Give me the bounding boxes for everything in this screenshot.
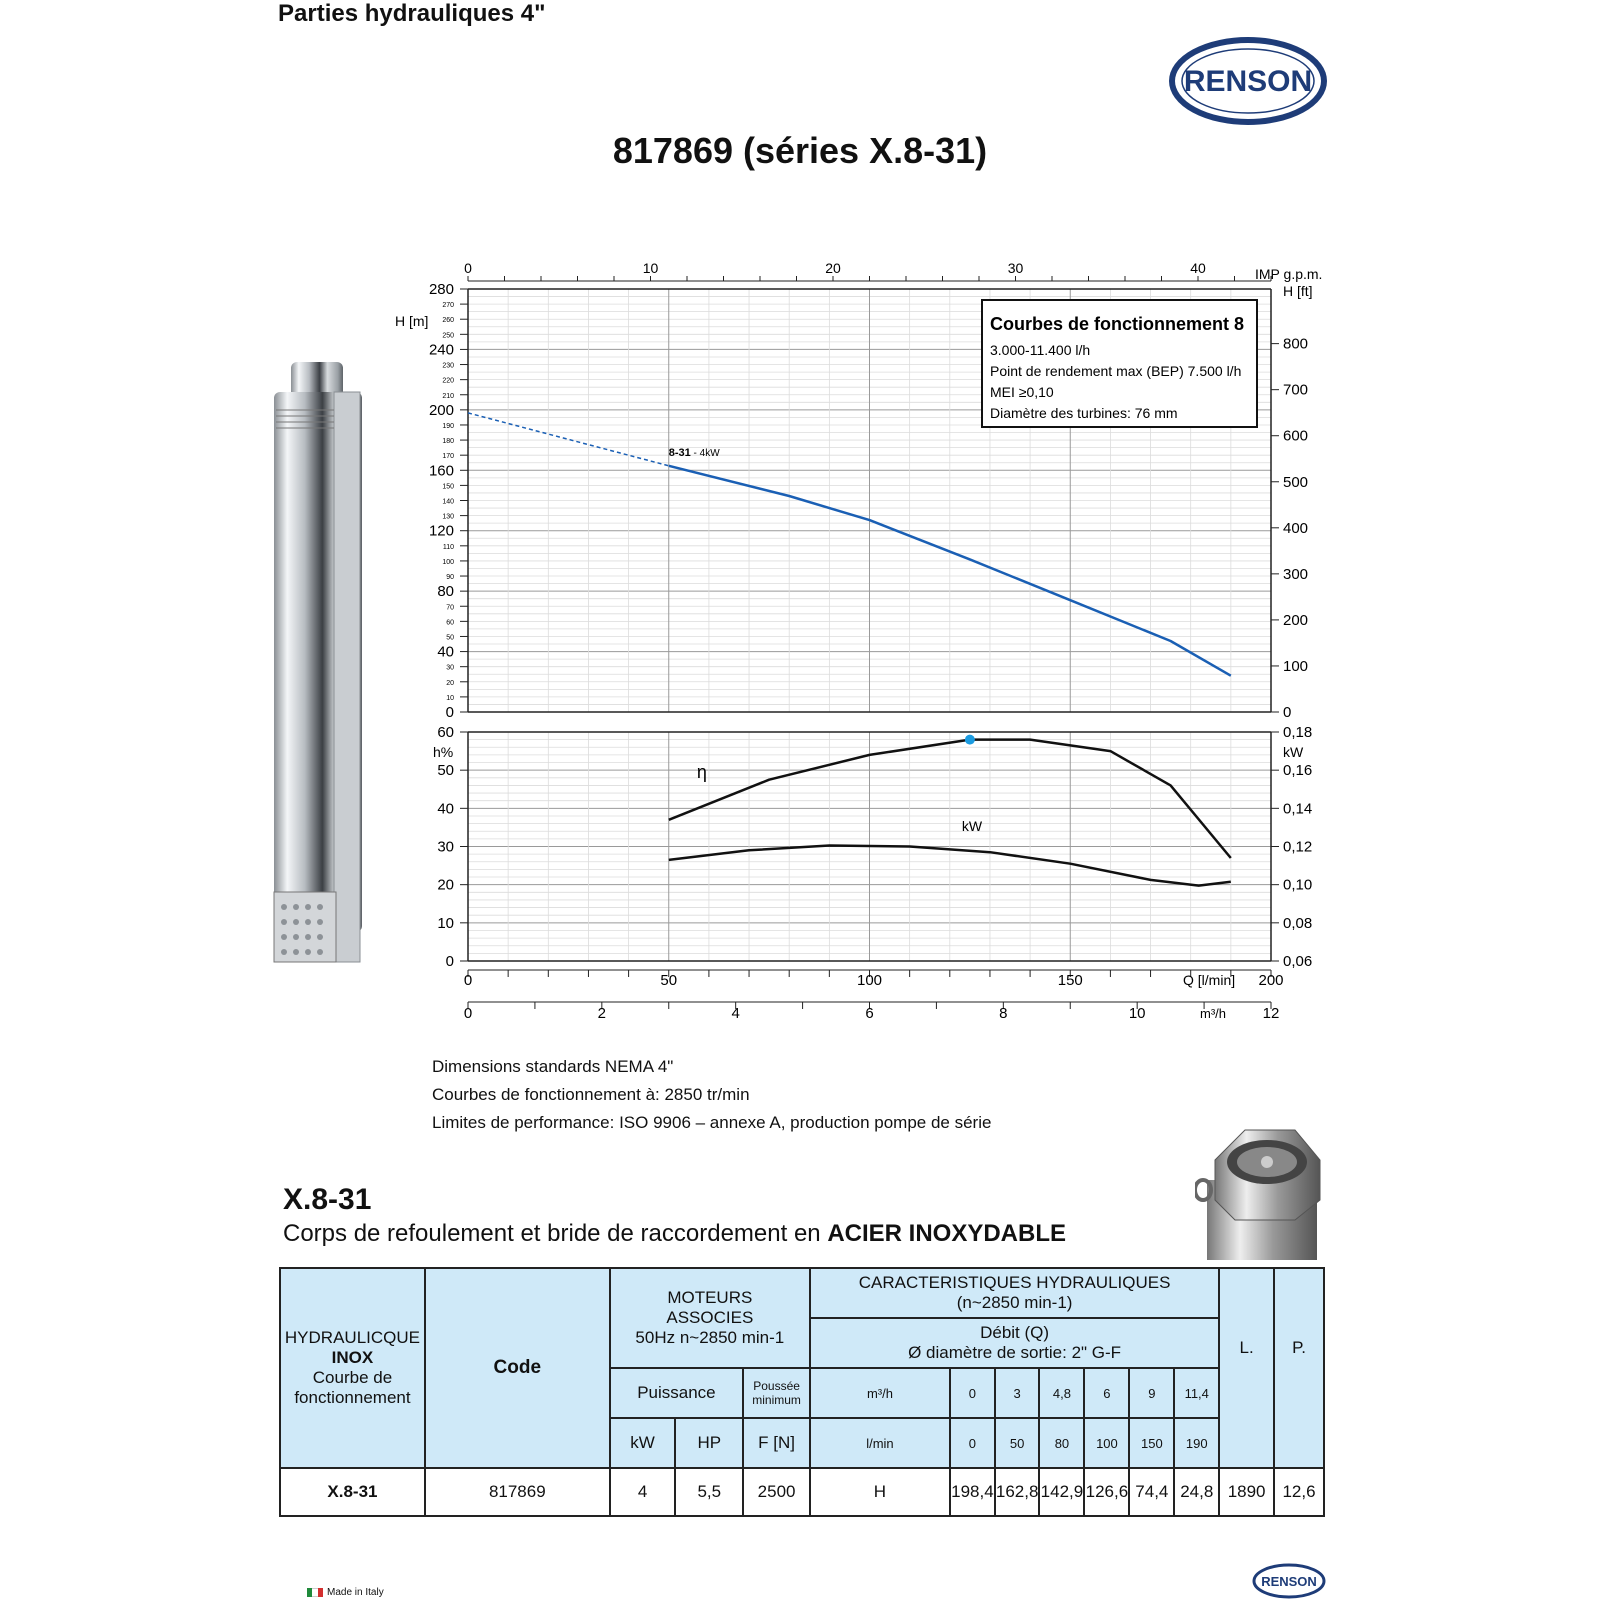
ft-tick-label: 500 <box>1283 473 1309 491</box>
eff-tick-label: 50 <box>437 762 454 780</box>
y-minor-tick-label: 50 <box>446 634 454 642</box>
motors-line: MOTEURS <box>667 1288 753 1307</box>
hyd-line: INOX <box>331 1348 374 1367</box>
curve-label: 8-31 - 4kW <box>668 446 720 459</box>
m3h-tick-label: 10 <box>1128 1005 1146 1022</box>
y-tick-label: 280 <box>428 281 454 298</box>
y-minor-tick-label: 20 <box>446 679 454 687</box>
m3h-value: 6 <box>1084 1368 1129 1418</box>
legend-line: MEI ≥0,10 <box>990 384 1054 400</box>
lmin-value: 80 <box>1039 1418 1084 1468</box>
y-minor-tick-label: 130 <box>442 513 454 521</box>
p-label: P. <box>1292 1338 1306 1357</box>
y-tick-label: 40 <box>437 643 454 661</box>
notes <box>432 1053 991 1137</box>
power-label: kW <box>961 818 983 835</box>
eff-axis-label: h% <box>433 744 454 760</box>
page-header-title: Parties hydrauliques 4" <box>278 0 546 27</box>
renson-logo-small <box>1252 1563 1326 1599</box>
carac-line: (n~2850 min-1) <box>956 1293 1073 1312</box>
y-minor-tick-label: 260 <box>442 317 454 325</box>
m3h-value: 11,4 <box>1174 1368 1219 1418</box>
y-minor-tick-label: 60 <box>446 619 454 627</box>
lmin-value: 0 <box>950 1418 995 1468</box>
note-line: Dimensions standards NEMA 4" <box>432 1057 674 1076</box>
fn-header: F [N] <box>743 1418 810 1468</box>
m3h-value: 4,8 <box>1039 1368 1084 1418</box>
legend-title: Courbes de fonctionnement 8 <box>990 314 1245 334</box>
q-axis-label: Q [l/min] <box>1183 972 1236 988</box>
y-minor-tick-label: 110 <box>442 543 454 551</box>
gpm-axis-label: IMP g.p.m. <box>1255 266 1323 282</box>
curve-extrapolation <box>468 413 669 466</box>
kw-tick-label: 0,14 <box>1283 800 1313 818</box>
y-minor-tick-label: 30 <box>446 664 454 672</box>
legend-line: Point de rendement max (BEP) 7.500 l/h <box>990 363 1242 379</box>
q-tick-label: 50 <box>660 972 678 989</box>
kw-header: kW <box>610 1418 676 1468</box>
motors-line: 50Hz n~2850 min-1 <box>635 1328 785 1347</box>
lmin-value: 150 <box>1129 1418 1174 1468</box>
lmin-header: l/min <box>810 1418 950 1468</box>
subtitle-bold: ACIER INOXYDABLE <box>827 1220 1066 1247</box>
row-value: 24,8 <box>1174 1468 1219 1516</box>
m3h-value: 0 <box>950 1368 995 1418</box>
l-label: L. <box>1239 1338 1254 1357</box>
ft-tick-label: 100 <box>1283 657 1309 675</box>
y-tick-label: 160 <box>428 462 454 480</box>
m3h-header: m³/h <box>810 1368 950 1418</box>
brand-name: RENSON <box>1183 65 1313 98</box>
y-minor-tick-label: 180 <box>442 438 454 446</box>
row-hp: 5,5 <box>675 1468 743 1516</box>
debit-header <box>810 1318 1219 1368</box>
made-in-label: Made in Italy <box>327 1587 384 1598</box>
row-value: 198,4 <box>950 1468 995 1516</box>
m3h-tick-label: 4 <box>731 1005 740 1022</box>
gpm-tick-label: 0 <box>464 260 472 276</box>
y-minor-tick-label: 150 <box>442 483 454 491</box>
row-value: 74,4 <box>1129 1468 1174 1516</box>
y-minor-tick-label: 170 <box>442 453 454 461</box>
row-value: 126,6 <box>1084 1468 1129 1516</box>
section-subtitle <box>283 1220 1066 1248</box>
y-minor-tick-label: 10 <box>446 694 454 702</box>
y-minor-tick-label: 100 <box>442 558 454 566</box>
row-weight: 12,6 <box>1274 1468 1324 1516</box>
row-fn: 2500 <box>743 1468 810 1516</box>
main-title: 817869 (séries X.8-31) <box>612 130 988 171</box>
m3h-axis-label: m³/h <box>1200 1006 1226 1021</box>
note-line: Limites de performance: ISO 9906 – annexe A, production pompe de série <box>432 1113 992 1132</box>
eff-tick-label: 60 <box>437 724 454 741</box>
q-tick-label: 100 <box>856 972 883 989</box>
valve-image <box>1195 1120 1330 1260</box>
legend-line: Diamètre des turbines: 76 mm <box>990 405 1178 421</box>
m3h-tick-label: 0 <box>463 1005 473 1022</box>
gpm-tick-label: 20 <box>825 260 841 276</box>
gpm-tick-label: 40 <box>1190 260 1206 276</box>
q-tick-label: 200 <box>1258 972 1284 989</box>
y-tick-label: 240 <box>428 341 454 359</box>
gpm-tick-label: 10 <box>642 260 659 276</box>
m3h-value: 9 <box>1129 1368 1174 1418</box>
kw-tick-label: 0,16 <box>1283 762 1313 780</box>
hyd-header <box>280 1268 425 1468</box>
made-in-italy <box>307 1587 384 1598</box>
debit-line: Débit (Q) <box>980 1323 1050 1342</box>
row-kw: 4 <box>610 1468 676 1516</box>
ft-tick-label: 800 <box>1283 335 1309 353</box>
table-row <box>280 1468 1324 1516</box>
ft-tick-label: 0 <box>1283 704 1292 721</box>
table-header-row <box>280 1268 1324 1318</box>
poussee-line: Poussée <box>753 1379 800 1393</box>
motors-line: ASSOCIES <box>666 1308 754 1327</box>
poussee-line: minimum <box>752 1393 801 1407</box>
y2-axis-label: H [ft] <box>1283 283 1313 299</box>
q-tick-label: 0 <box>463 972 473 989</box>
gpm-tick-label: 30 <box>1007 260 1024 276</box>
row-model: X.8-31 <box>280 1468 425 1516</box>
carac-header <box>810 1268 1219 1318</box>
lmin-value: 190 <box>1174 1418 1219 1468</box>
motors-header <box>610 1268 810 1368</box>
row-code: 817869 <box>425 1468 610 1516</box>
y-minor-tick-label: 230 <box>442 362 454 370</box>
row-h: H <box>810 1468 950 1516</box>
eff-tick-label: 0 <box>445 953 454 970</box>
note-line: Courbes de fonctionnement à: 2850 tr/min <box>432 1085 750 1104</box>
legend-line: 3.000-11.400 l/h <box>990 342 1091 358</box>
m3h-tick-label: 2 <box>597 1005 607 1022</box>
y-axis-label: H [m] <box>395 313 429 329</box>
kw-tick-label: 0,10 <box>1283 876 1313 894</box>
y-minor-tick-label: 70 <box>446 604 454 612</box>
subtitle-plain: Corps de refoulement et bride de raccordement en <box>283 1220 828 1247</box>
hyd-line: HYDRAULICQUE <box>284 1328 420 1347</box>
weight-header <box>1274 1268 1324 1468</box>
ft-tick-label: 200 <box>1283 611 1309 629</box>
carac-line: CARACTERISTIQUES HYDRAULIQUES <box>858 1273 1171 1292</box>
hyd-line: fonctionnement <box>294 1388 411 1407</box>
poussee-header <box>743 1368 810 1418</box>
row-value: 162,8 <box>995 1468 1040 1516</box>
ft-tick-label: 700 <box>1283 381 1309 399</box>
ft-tick-label: 400 <box>1283 519 1309 537</box>
kw-tick-label: 0,18 <box>1283 724 1313 741</box>
hp-header: HP <box>675 1418 743 1468</box>
eff-tick-label: 10 <box>437 914 454 932</box>
eff-tick-label: 40 <box>437 800 454 818</box>
ft-tick-label: 300 <box>1283 565 1309 583</box>
row-value: 142,9 <box>1039 1468 1084 1516</box>
y-tick-label: 120 <box>428 522 454 540</box>
hyd-line: Courbe de <box>312 1368 393 1387</box>
y-minor-tick-label: 220 <box>442 377 454 385</box>
eff-tick-label: 30 <box>437 838 454 856</box>
y-tick-label: 0 <box>445 704 454 721</box>
italy-flag-icon <box>307 1588 323 1597</box>
y-minor-tick-label: 250 <box>442 332 454 340</box>
y-minor-tick-label: 270 <box>442 302 454 310</box>
kw-tick-label: 0,06 <box>1283 953 1313 970</box>
kw-axis-label: kW <box>1283 744 1304 760</box>
y-minor-tick-label: 210 <box>442 392 454 400</box>
code-header: Code <box>425 1268 610 1468</box>
efficiency-label: η <box>696 761 707 782</box>
y-tick-label: 200 <box>428 401 454 419</box>
bep-marker <box>965 735 975 745</box>
section-title: X.8-31 <box>283 1183 372 1216</box>
y-minor-tick-label: 190 <box>442 422 454 430</box>
y-minor-tick-label: 90 <box>446 574 454 582</box>
q-tick-label: 150 <box>1057 972 1083 989</box>
y-minor-tick-label: 140 <box>442 498 454 506</box>
brand-name-small: RENSON <box>1261 1574 1317 1589</box>
ft-tick-label: 600 <box>1283 427 1309 445</box>
m3h-value: 3 <box>995 1368 1040 1418</box>
kw-tick-label: 0,12 <box>1283 838 1313 856</box>
m3h-tick-label: 12 <box>1262 1005 1280 1022</box>
lmin-value: 50 <box>995 1418 1040 1468</box>
spec-table <box>279 1267 1325 1517</box>
debit-line: Ø diamètre de sortie: 2" G-F <box>908 1343 1122 1362</box>
lmin-value: 100 <box>1084 1418 1129 1468</box>
length-header <box>1219 1268 1274 1468</box>
row-length: 1890 <box>1219 1468 1274 1516</box>
m3h-tick-label: 6 <box>865 1005 874 1022</box>
m3h-tick-label: 8 <box>999 1005 1008 1022</box>
eff-tick-label: 20 <box>437 876 454 894</box>
y-tick-label: 80 <box>437 583 454 601</box>
kw-tick-label: 0,08 <box>1283 914 1313 932</box>
puissance-header: Puissance <box>610 1368 743 1418</box>
